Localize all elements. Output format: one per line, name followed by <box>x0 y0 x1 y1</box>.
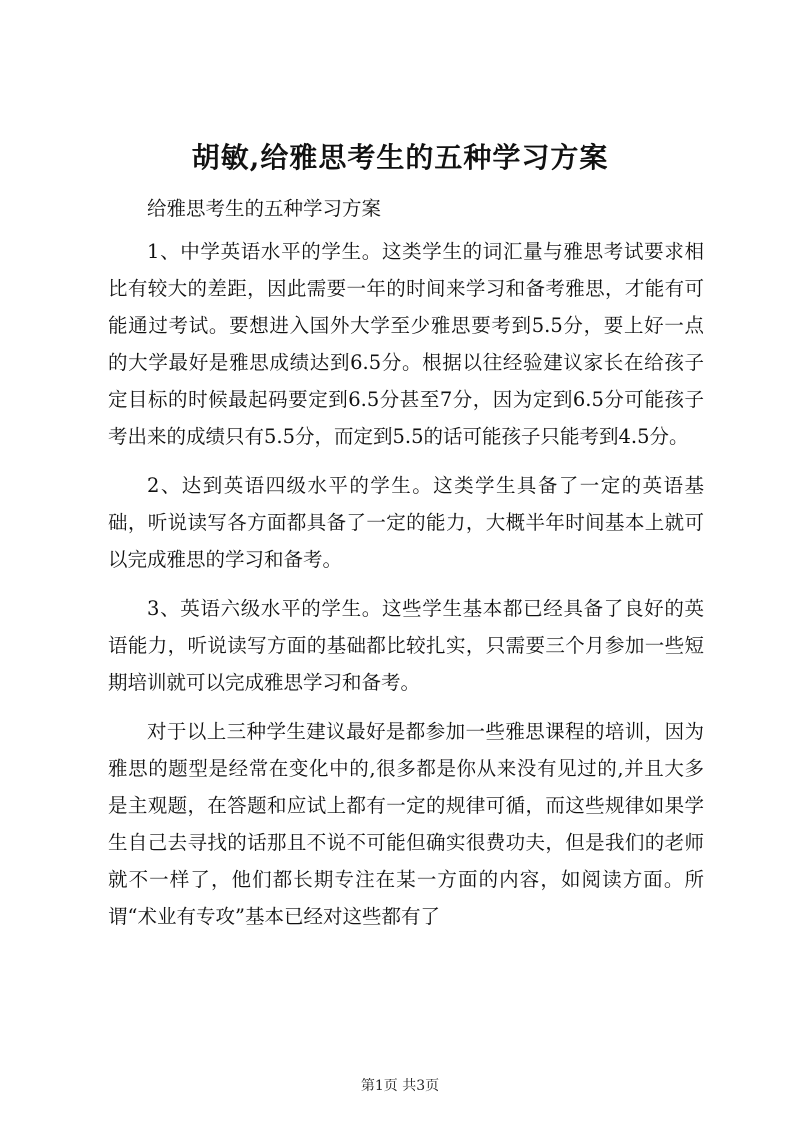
document-title: 胡敏,给雅思考生的五种学习方案 <box>191 141 609 174</box>
paragraph-4: 对于以上三种学生建议最好是都参加一些雅思课程的培训，因为雅思的题型是经常在变化中的,很多都是你从来没有见过的,并且大多是主观题，在答题和应试上都有一定的规律可循，而这些规律如果学生自己去寻找的话那且不说不可能但确实很费功夫，但是我们的老师就不一样了，他们都长期专注在某一方面的内容，如阅读方面。所谓“术业有专攻”基本已经对这些都有了 <box>108 720 704 928</box>
document-subtitle: 给雅思考生的五种学习方案 <box>147 197 382 220</box>
page-footer: 第1页 共3页 <box>360 1078 440 1094</box>
paragraph-1: 1、中学英语水平的学生。这类学生的词汇量与雅思考试要求相比有较大的差距，因此需要一年的时间来学习和备考雅思，才能有可能通过考试。要想进入国外大学至少雅思要考到5.5分，要上好一点的大学最好是雅思成绩达到6.5分。根据以往经验建议家长在给孩子定目标的时候最起码要定到6.5分甚至7分，因为定到6.5分可能孩子考出来的成绩只有5.5分，而定到5.5的话可能孩子只能考到4.5分。 <box>108 240 704 448</box>
paragraph-2: 2、达到英语四级水平的学生。这类学生具备了一定的英语基础，听说读写各方面都具备了一定的能力，大概半年时间基本上就可以完成雅思的学习和备考。 <box>108 474 704 571</box>
paragraph-3: 3、英语六级水平的学生。这些学生基本都已经具备了良好的英语能力，听说读写方面的基础都比较扎实，只需要三个月参加一些短期培训就可以完成雅思学习和备考。 <box>108 597 704 694</box>
document-body <box>108 190 704 947</box>
